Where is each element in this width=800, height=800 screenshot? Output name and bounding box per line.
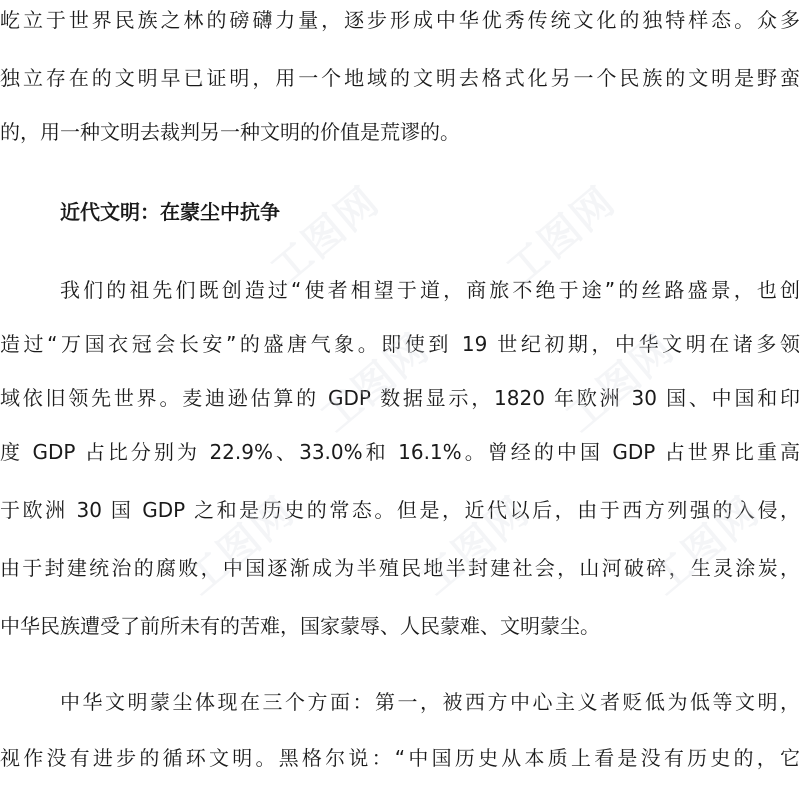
paragraph-2-line-6: 由于封建统治的腐败，中国逐渐成为半殖民地半封建社会，山河破碎，生灵涂炭， (0, 556, 800, 580)
paragraph-1-line-1: 屹立于世界民族之林的磅礴力量，逐步形成中华优秀传统文化的独特样态。众多 (0, 8, 800, 32)
watermark-text: 工图网 (498, 178, 625, 295)
watermark-text: 工图网 (312, 325, 439, 442)
section-heading: 近代文明：在蒙尘中抗争 (60, 200, 280, 224)
paragraph-3-line-2: 视作没有进步的循环文明。黑格尔说：“中国历史从本质上看是没有历史的，它 (0, 746, 800, 770)
paragraph-1-line-2: 独立存在的文明早已证明，用一个地域的文明去格式化另一个民族的文明是野蛮 (0, 66, 800, 90)
watermark-text: 工图网 (557, 325, 684, 442)
paragraph-2-line-7: 中华民族遭受了前所未有的苦难，国家蒙辱、人民蒙难、文明蒙尘。 (0, 614, 600, 638)
paragraph-2-line-1: 我们的祖先们既创造过“使者相望于道，商旅不绝于途”的丝路盛景，也创 (60, 278, 800, 302)
paragraph-2-line-5: 于欧洲 30 国 GDP 之和是历史的常态。但是，近代以后，由于西方列强的入侵， (0, 498, 800, 522)
watermark-text: 工图网 (412, 488, 539, 605)
paragraph-2-line-3: 域依旧领先世界。麦迪逊估算的 GDP 数据显示，1820 年欧洲 30 国、中国和印 (0, 386, 800, 410)
paragraph-1-line-3: 的，用一种文明去裁判另一种文明的价值是荒谬的。 (0, 120, 460, 144)
paragraph-3-line-1: 中华文明蒙尘体现在三个方面：第一，被西方中心主义者贬低为低等文明， (60, 690, 800, 714)
watermark-text: 工图网 (177, 488, 304, 605)
watermark-text: 工图网 (642, 488, 769, 605)
watermark-text: 工图网 (262, 178, 389, 295)
paragraph-2-line-2: 造过“万国衣冠会长安”的盛唐气象。即使到 19 世纪初期，中华文明在诸多领 (0, 332, 800, 356)
paragraph-2-line-4: 度 GDP 占比分别为 22.9%、33.0%和 16.1%。曾经的中国 GDP 占世界比重高 (0, 440, 800, 464)
